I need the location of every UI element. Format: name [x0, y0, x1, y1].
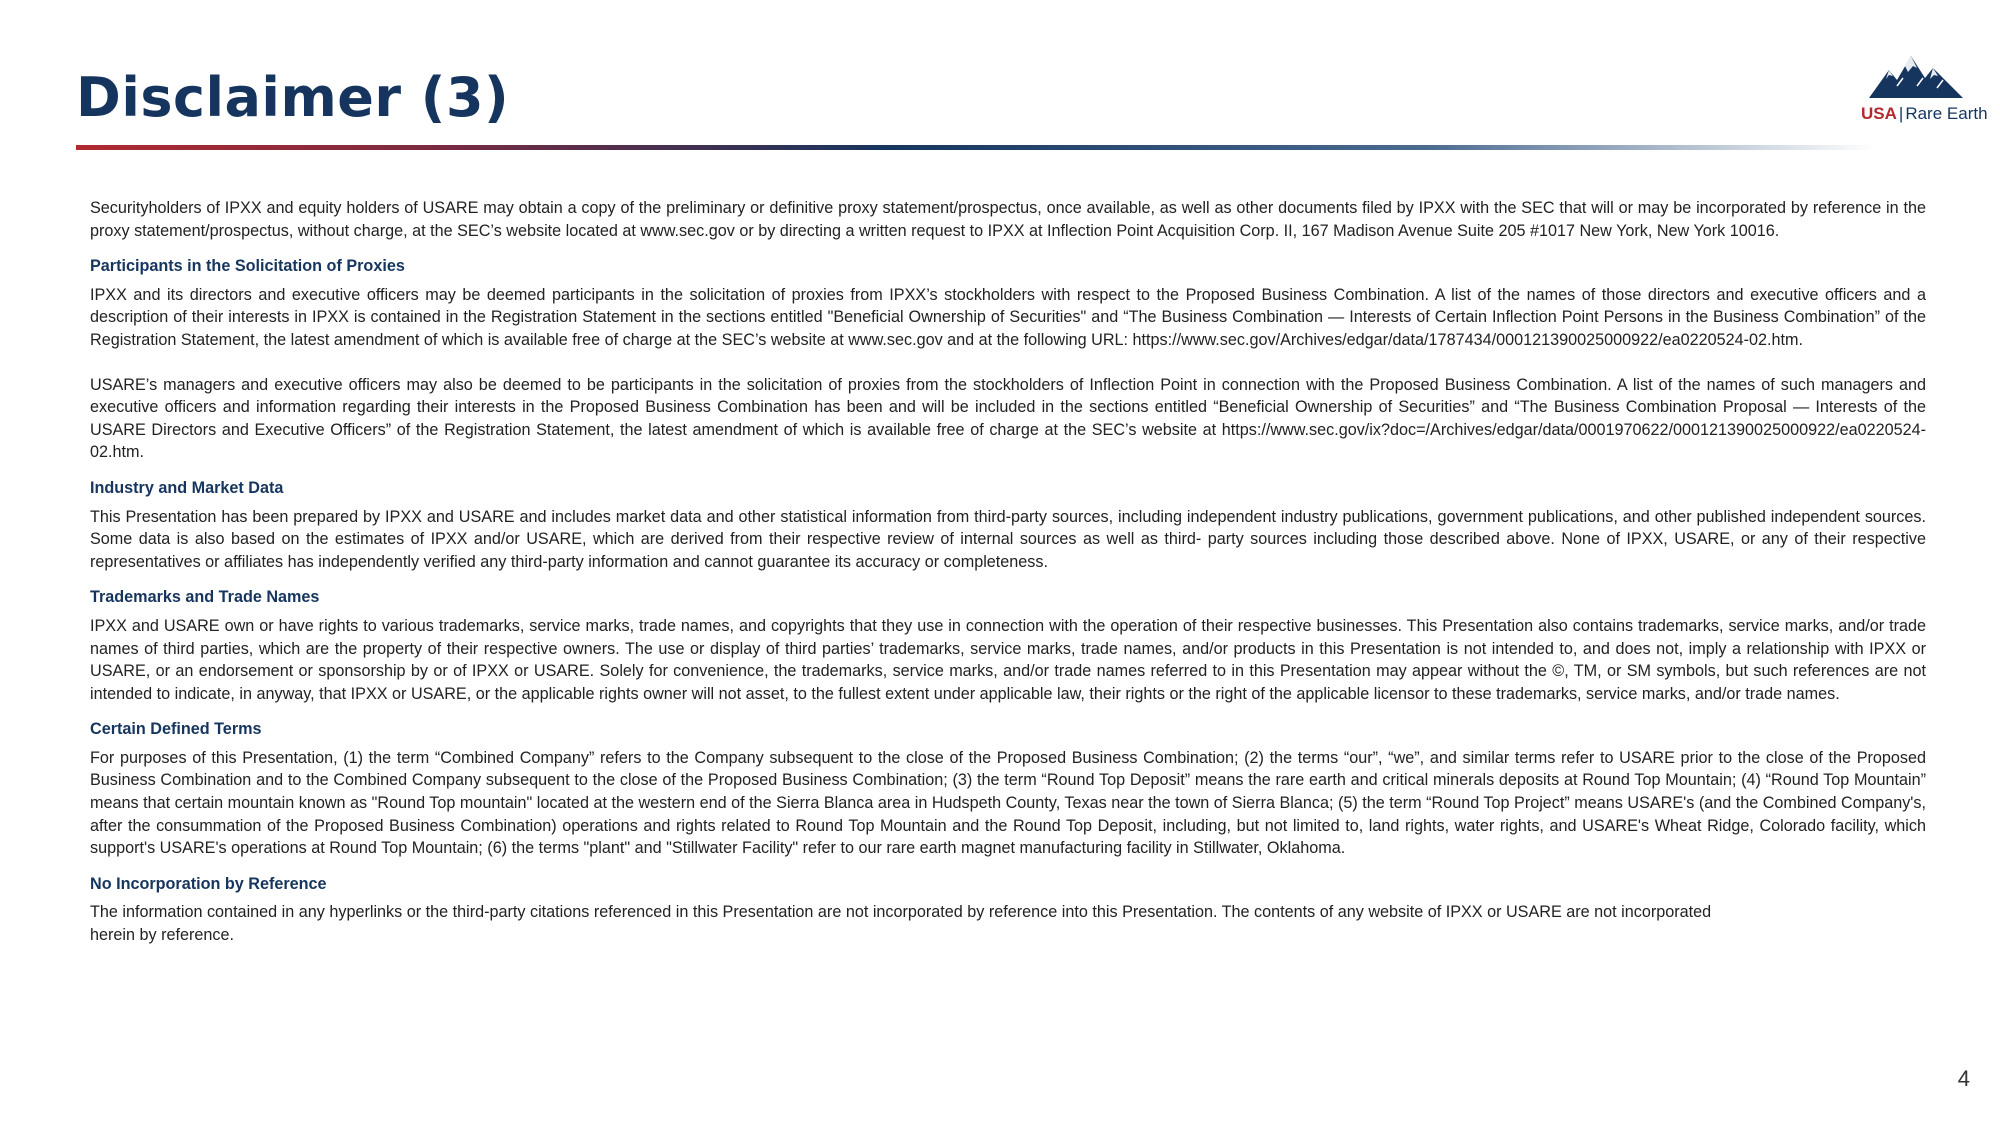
intro-paragraph: Securityholders of IPXX and equity holders of USARE may obtain a copy of the preliminary or definitive proxy statement/prospectus, once available, as well as other documents filed by IPXX with the SEC that will or may be incorporated by reference in the proxy statement/prospectus, without charge, at the SEC’s website located at www.sec.gov or by directing a written request to IPXX at Inflection Point Acquisition Corp. II, 167 Madison Avenue Suite 205 #1017 New York, New York 10016.	[90, 199, 1926, 240]
mountain-logo-icon	[1867, 52, 1967, 100]
logo-rare-earth-text: Rare Earth	[1905, 104, 1988, 123]
company-logo	[1855, 52, 1988, 127]
trademarks-paragraph: IPXX and USARE own or have rights to various trademarks, service marks, trade names, and copyrights that they use in connection with the operation of their respective businesses. This Presentation also contains trademarks, service marks, and/or trade names of third parties, which are the property of their respective owners. The use or display of third parties’ trademarks, service marks, trade names, and/or products in this Presentation is not intended to, and does not, imply a relationship with IPXX or USARE, or an endorsement or sponsorship by or of IPXX or USARE. Solely for convenience, the trademarks, service marks, and/or trade names referred to in this Presentation may appear without the ©, TM, or SM symbols, but such references are not intended to indicate, in anyway, that IPXX or USARE, or the applicable rights owner will not asset, to the fullest extent under applicable law, their rights or the right of the applicable licensor to these trademarks, service marks, and/or trade names.	[90, 616, 1926, 703]
paragraph-spacer	[90, 352, 1926, 374]
logo-usa-text: USA	[1861, 104, 1897, 123]
no-incorporation-paragraph: The information contained in any hyperlinks or the third-party citations referenced in this Presentation are not incorporated by reference into this Presentation. The contents of any website of IPXX or USARE are not incorporated herein by reference.	[90, 903, 1712, 945]
defined-terms-paragraph: For purposes of this Presentation, (1) the term “Combined Company” refers to the Company subsequent to the close of the Proposed Business Combination; (2) the terms “our”, “we”, and similar terms refer to USARE prior to the close of the Proposed Business Combination and to the Combined Company subsequent to the close of the Proposed Business Combination; (3) the term “Round Top Deposit” means the rare earth and critical minerals deposits at Round Top Mountain; (4) “Round Top Mountain” means that certain mountain known as "Round Top mountain" located at the western end of the Sierra Blanca area in Hudspeth County, Texas near the town of Sierra Blanca; (5) the term “Round Top Project” means USARE's (and the Combined Company's, after the consummation of the Proposed Business Combination) operations and rights related to Round Top Mountain and the Round Top Deposit, including, but not limited to, land rights, water rights, and USARE's Wheat Ridge, Colorado facility, which support's USARE's operations at Round Top Mountain; (6) the terms "plant" and "Stillwater Facility" refer to our rare earth magnet manufacturing facility in Stillwater, Oklahoma.	[90, 748, 1926, 858]
industry-data-paragraph: This Presentation has been prepared by IPXX and USARE and includes market data and other statistical information from third-party sources, including independent industry publications, government publications, and other published independent sources. Some data is also based on the estimates of IPXX and/or USARE, which are derived from their respective review of internal sources as well as third- party sources including those described above. None of IPXX, USARE, or any of their respective representatives or affiliates has independently verified any third-party information and cannot guarantee its accuracy or completeness.	[90, 507, 1926, 571]
section-heading-industry-data: Industry and Market Data	[90, 478, 284, 497]
logo-separator: |	[1898, 104, 1904, 123]
page-number: 4	[1957, 1066, 1970, 1091]
logo-wordmark	[1861, 104, 1988, 124]
section-heading-no-incorporation: No Incorporation by Reference	[90, 874, 327, 893]
section-heading-defined-terms: Certain Defined Terms	[90, 720, 262, 739]
page-title: Disclaimer (3)	[76, 66, 510, 129]
participants-paragraph-2: USARE’s managers and executive officers may also be deemed to be participants in the solicitation of proxies from the stockholders of Inflection Point in connection with the Proposed Business Combination. A list of the names of such managers and executive officers and information regarding their interests in the Proposed Business Combination has been and will be included in the sections entitled “Beneficial Ownership of Securities” and “The Business Combination Proposal — Interests of the USARE Directors and Executive Officers” of the Registration Statement, the latest amendment of which is available free of charge at the SEC’s website at https://www.sec.gov/ix?doc=/Archives/edgar/data/0001970622/000121390025000922/ea0220524-02.htm.	[90, 375, 1926, 462]
section-heading-participants: Participants in the Solicitation of Proxies	[90, 257, 405, 276]
section-heading-trademarks: Trademarks and Trade Names	[90, 588, 320, 607]
participants-paragraph-1: IPXX and its directors and executive officers may be deemed participants in the solicitation of proxies from IPXX’s stockholders with respect to the Proposed Business Combination. A list of the names of those directors and executive officers and a description of their interests in IPXX is contained in the Registration Statement in the sections entitled "Beneficial Ownership of Securities" and “The Business Combination — Interests of Certain Inflection Point Persons in the Business Combination” of the Registration Statement, the latest amendment of which is available free of charge at the SEC’s website at www.sec.gov and at the following URL: https://www.sec.gov/Archives/edgar/data/1787434/000121390025000922/ea0220524-02.htm.	[90, 285, 1926, 349]
title-divider	[76, 145, 1876, 150]
disclaimer-body	[90, 197, 1926, 947]
